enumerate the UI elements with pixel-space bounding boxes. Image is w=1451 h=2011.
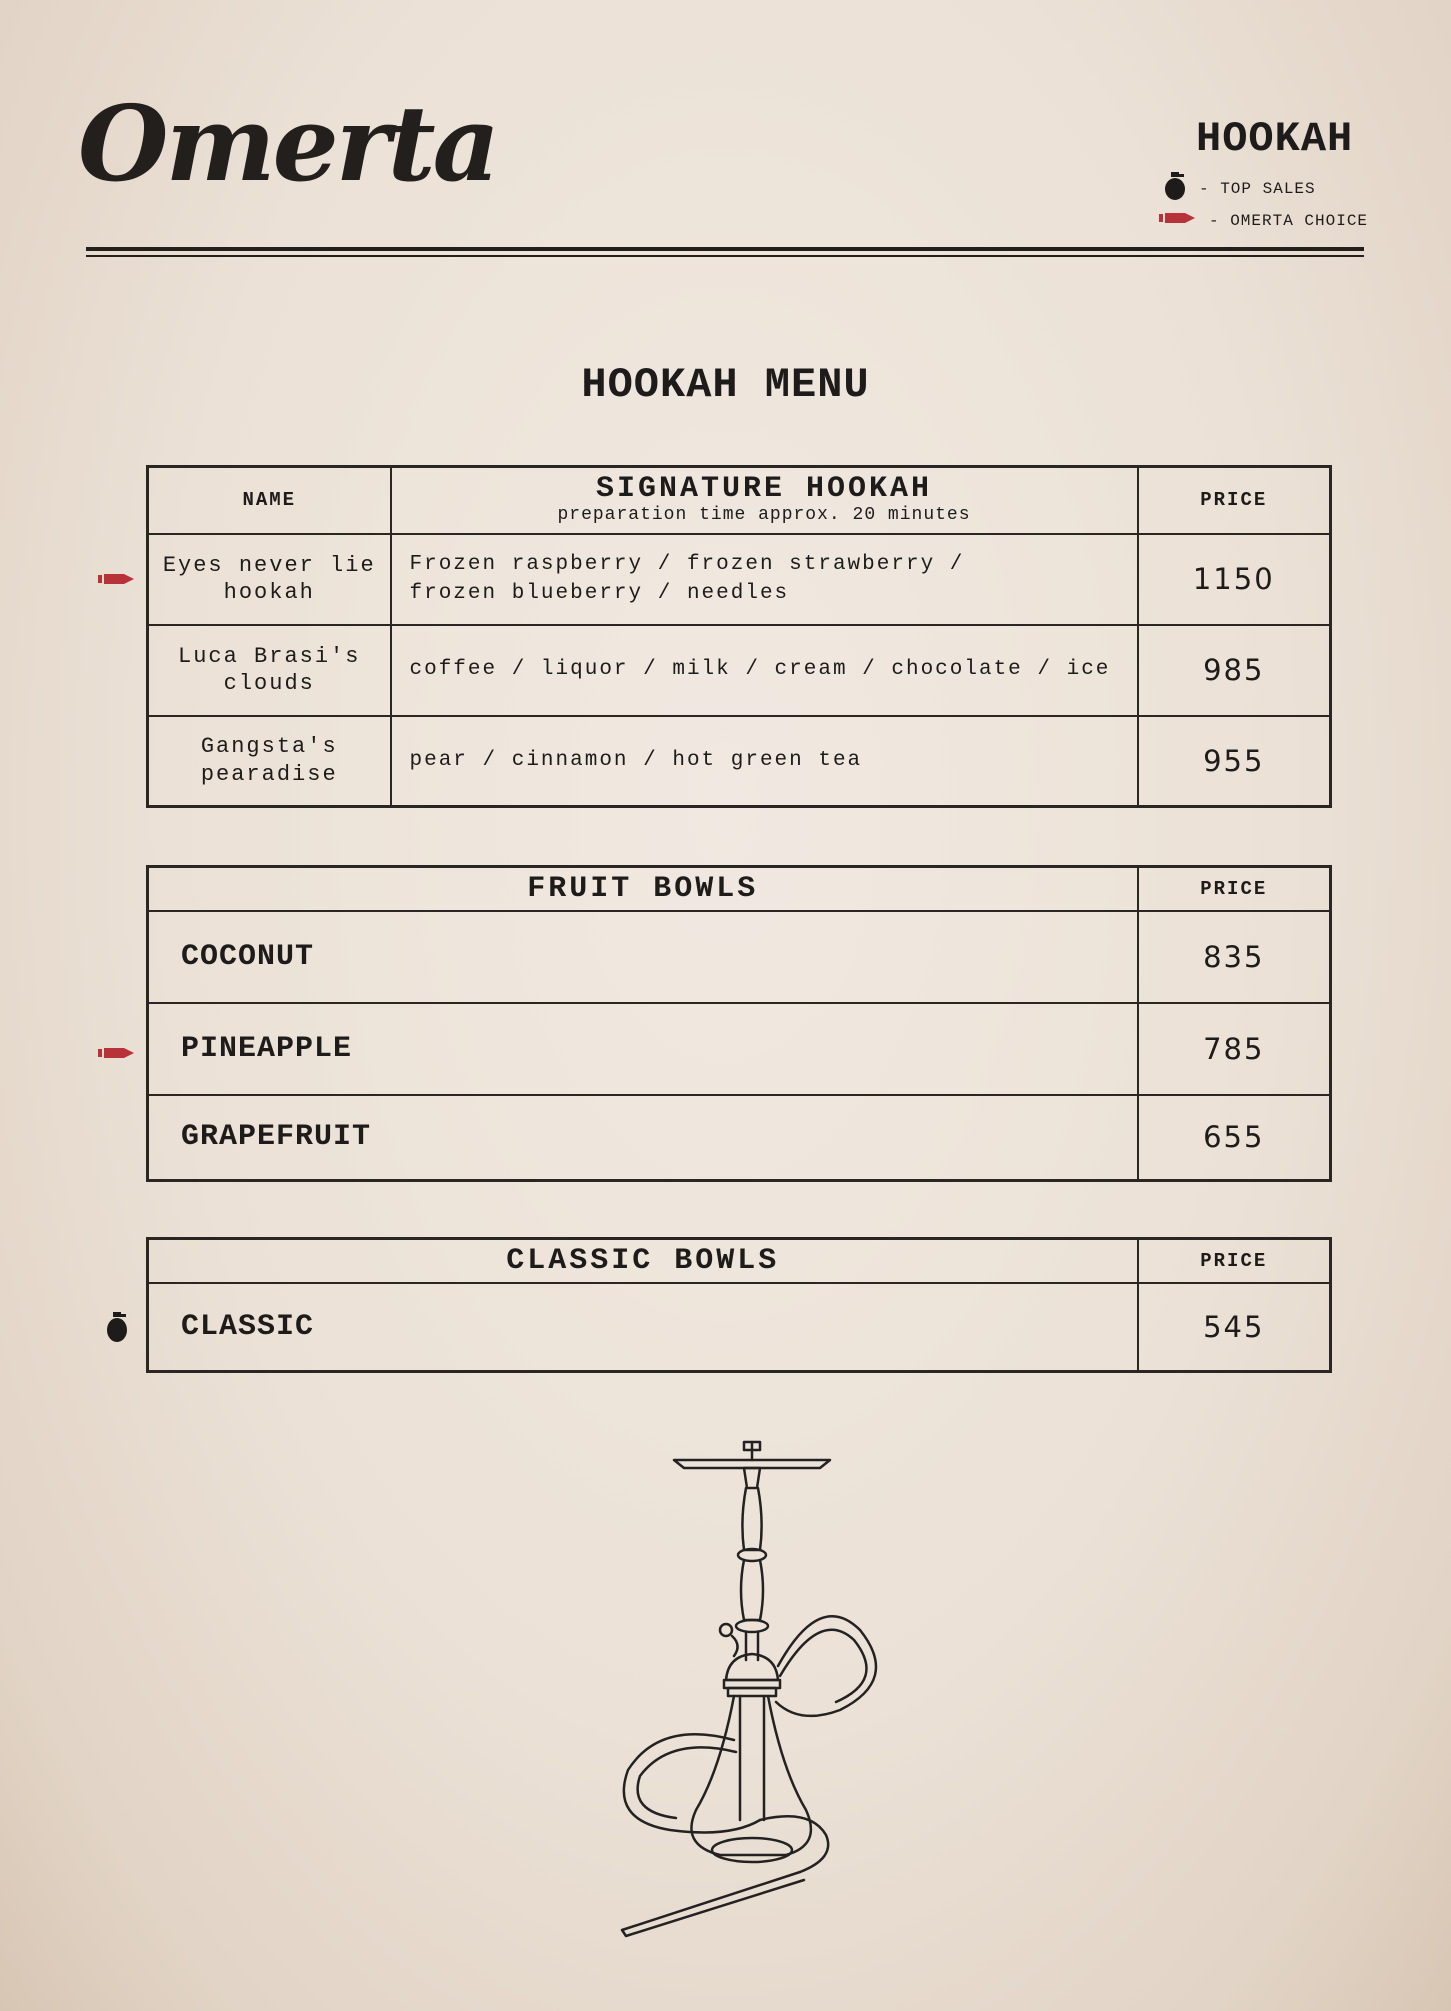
grenade-icon <box>1163 172 1187 205</box>
item-price: 985 <box>1138 625 1331 716</box>
table-row <box>148 1095 1331 1181</box>
table-row <box>148 1283 1331 1372</box>
item-name <box>148 716 391 807</box>
item-price: 545 <box>1138 1283 1331 1372</box>
item-description: pear / cinnamon / hot green tea <box>391 716 1138 807</box>
header-rule-thin <box>86 255 1364 257</box>
item-description-line: Frozen raspberry / frozen strawberry / <box>409 552 965 576</box>
item-price: 655 <box>1138 1095 1331 1181</box>
classic-bowls-table <box>146 1237 1332 1373</box>
section-title: CLASSIC BOWLS <box>148 1239 1138 1283</box>
item-description-line: frozen blueberry / needles <box>409 582 790 605</box>
section-heading <box>391 467 1138 534</box>
section-title: FRUIT BOWLS <box>148 867 1138 911</box>
item-price: 835 <box>1138 911 1331 1003</box>
fruit-bowls-table <box>146 865 1332 1182</box>
legend-omerta-choice <box>1159 211 1368 230</box>
item-name-line: Luca Brasi's <box>178 643 361 669</box>
table-row <box>148 534 1331 625</box>
column-header-name: NAME <box>148 467 391 534</box>
item-name-line: pearadise <box>200 761 338 787</box>
page-title: HOOKAH MENU <box>581 361 870 409</box>
grenade-icon <box>105 1312 129 1347</box>
legend-title: HOOKAH <box>1196 115 1354 163</box>
signature-hookah-table <box>146 465 1332 808</box>
item-name: GRAPEFRUIT <box>148 1095 1138 1181</box>
table-header-row <box>148 467 1331 534</box>
item-name: COCONUT <box>148 911 1138 1003</box>
column-header-price: PRICE <box>1138 1239 1331 1283</box>
omerta-logo: Omerta <box>78 82 498 205</box>
item-name-line: Eyes never lie <box>162 552 376 578</box>
item-name: CLASSIC <box>148 1283 1138 1372</box>
bullet-icon <box>1159 211 1197 230</box>
item-price: 785 <box>1138 1003 1331 1095</box>
table-header-row <box>148 867 1331 911</box>
column-header-price: PRICE <box>1138 867 1331 911</box>
table-header-row <box>148 1239 1331 1283</box>
table-row <box>148 716 1331 807</box>
header-rule <box>86 247 1364 251</box>
table-row <box>148 1003 1331 1095</box>
table-row <box>148 625 1331 716</box>
column-header-price: PRICE <box>1138 467 1331 534</box>
legend-omerta-choice-label: - OMERTA CHOICE <box>1209 211 1369 230</box>
section-subtitle: preparation time approx. 20 minutes <box>557 505 971 526</box>
item-price: 1150 <box>1138 534 1331 625</box>
item-name <box>148 625 391 716</box>
item-name-line: Gangsta's <box>200 734 338 760</box>
item-description <box>391 534 1138 625</box>
legend-top-sales <box>1163 172 1316 205</box>
bullet-icon <box>98 1046 136 1065</box>
item-name-line: clouds <box>223 671 315 696</box>
section-title: SIGNATURE HOOKAH <box>595 472 933 507</box>
bullet-icon <box>98 572 136 591</box>
table-row <box>148 911 1331 1003</box>
hookah-icon <box>610 1440 910 1945</box>
legend-top-sales-label: - TOP SALES <box>1199 179 1316 198</box>
item-name <box>148 534 391 625</box>
item-description: coffee / liquor / milk / cream / chocolate / ice <box>391 625 1138 716</box>
item-name: PINEAPPLE <box>148 1003 1138 1095</box>
item-price: 955 <box>1138 716 1331 807</box>
item-name-line: hookah <box>223 580 315 605</box>
